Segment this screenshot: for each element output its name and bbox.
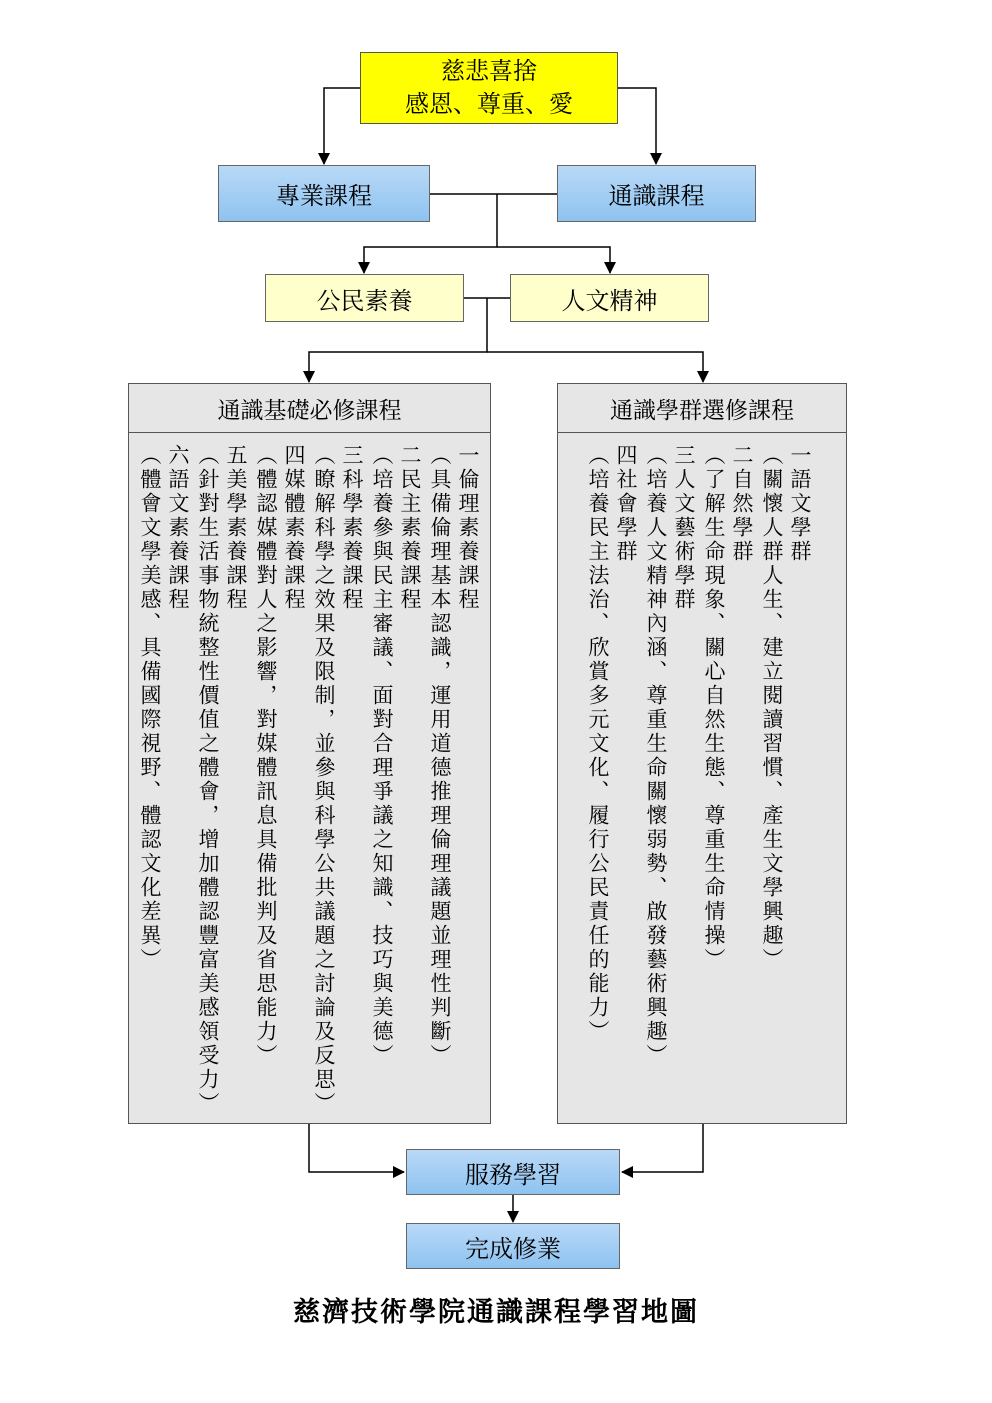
required-item-1-head: 一倫理素養課程 bbox=[456, 444, 480, 612]
course-split-line-right bbox=[497, 247, 610, 273]
required-item-5-desc: （針對生活事物統整性價值之體會，增加體認豐富美感領受力） bbox=[196, 444, 220, 1116]
elective-item-4-desc: （培養民主法治、欣賞多元文化、履行公民責任的能力） bbox=[586, 444, 610, 1044]
elective-item-3-head: 三人文藝術學群 bbox=[672, 444, 696, 612]
elective-item-3 bbox=[642, 444, 698, 1068]
required-item-6-head: 六語文素養課程 bbox=[166, 444, 190, 612]
elective-item-2 bbox=[700, 444, 756, 972]
required-item-1-desc: （具備倫理基本認識，運用道德推理倫理議題並理性判斷） bbox=[428, 444, 452, 1068]
required-item-4-desc: （體認媒體對人之影響，對媒體訊息具備批判及省思能力） bbox=[254, 444, 278, 1068]
elective-item-4 bbox=[584, 444, 640, 1044]
completion-box: 完成修業 bbox=[406, 1223, 620, 1269]
required-item-1 bbox=[426, 444, 482, 1068]
required-item-4-head: 四媒體素養課程 bbox=[282, 444, 306, 612]
elective-item-2-head: 二自然學群 bbox=[730, 444, 754, 564]
elective-item-1-desc: （關懷人群人生、建立閱讀習慣、產生文學興趣） bbox=[760, 444, 784, 972]
humanities-spirit-box: 人文精神 bbox=[510, 274, 709, 322]
required-item-6-desc: （體會文學美感、具備國際視野、體認文化差異） bbox=[138, 444, 162, 972]
elective-courses-panel bbox=[557, 383, 847, 1124]
required-item-2 bbox=[368, 444, 424, 1068]
required-item-5-head: 五美學素養課程 bbox=[224, 444, 248, 612]
required-item-3 bbox=[310, 444, 366, 1116]
professional-course-box: 專業課程 bbox=[218, 165, 430, 222]
civic-literacy-box: 公民素養 bbox=[265, 274, 464, 322]
elective-item-1 bbox=[758, 444, 814, 972]
arrow-required-to-service bbox=[309, 1124, 404, 1172]
elective-item-3-desc: （培養人文精神內涵、尊重生命關懷弱勢、啟發藝術興趣） bbox=[644, 444, 668, 1068]
required-item-4 bbox=[252, 444, 308, 1068]
required-item-6 bbox=[136, 444, 192, 972]
elective-courses-title: 通識學群選修課程 bbox=[558, 384, 846, 433]
required-item-2-head: 二民主素養課程 bbox=[398, 444, 422, 612]
required-item-3-head: 三科學素養課程 bbox=[340, 444, 364, 612]
required-courses-panel bbox=[128, 383, 491, 1124]
required-item-5 bbox=[194, 444, 250, 1116]
required-item-3-desc: （瞭解科學之效果及限制，並參與科學公共議題之討論及反思） bbox=[312, 444, 336, 1116]
elective-item-4-head: 四社會學群 bbox=[614, 444, 638, 564]
arrow-to-general bbox=[618, 88, 656, 164]
core-values-line1: 慈悲喜捨 bbox=[441, 57, 537, 85]
required-courses-title: 通識基礎必修課程 bbox=[129, 384, 490, 433]
general-course-box: 通識課程 bbox=[557, 165, 756, 222]
core-values-line2: 感恩、尊重、愛 bbox=[405, 90, 573, 118]
diagram-caption: 慈濟技術學院通識課程學習地圖 bbox=[293, 1297, 699, 1328]
core-values-box bbox=[360, 52, 618, 124]
arrow-elective-to-service bbox=[622, 1124, 703, 1172]
required-item-2-desc: （培養參與民主審議、面對合理爭議之知識、技巧與美德） bbox=[370, 444, 394, 1068]
service-learning-box: 服務學習 bbox=[406, 1149, 620, 1195]
elective-item-2-desc: （了解生命現象、關心自然生態、尊重生命情操） bbox=[702, 444, 726, 972]
quality-split-line-right bbox=[487, 352, 703, 382]
arrow-to-professional bbox=[324, 88, 360, 164]
elective-item-1-head: 一語文學群 bbox=[788, 444, 812, 564]
